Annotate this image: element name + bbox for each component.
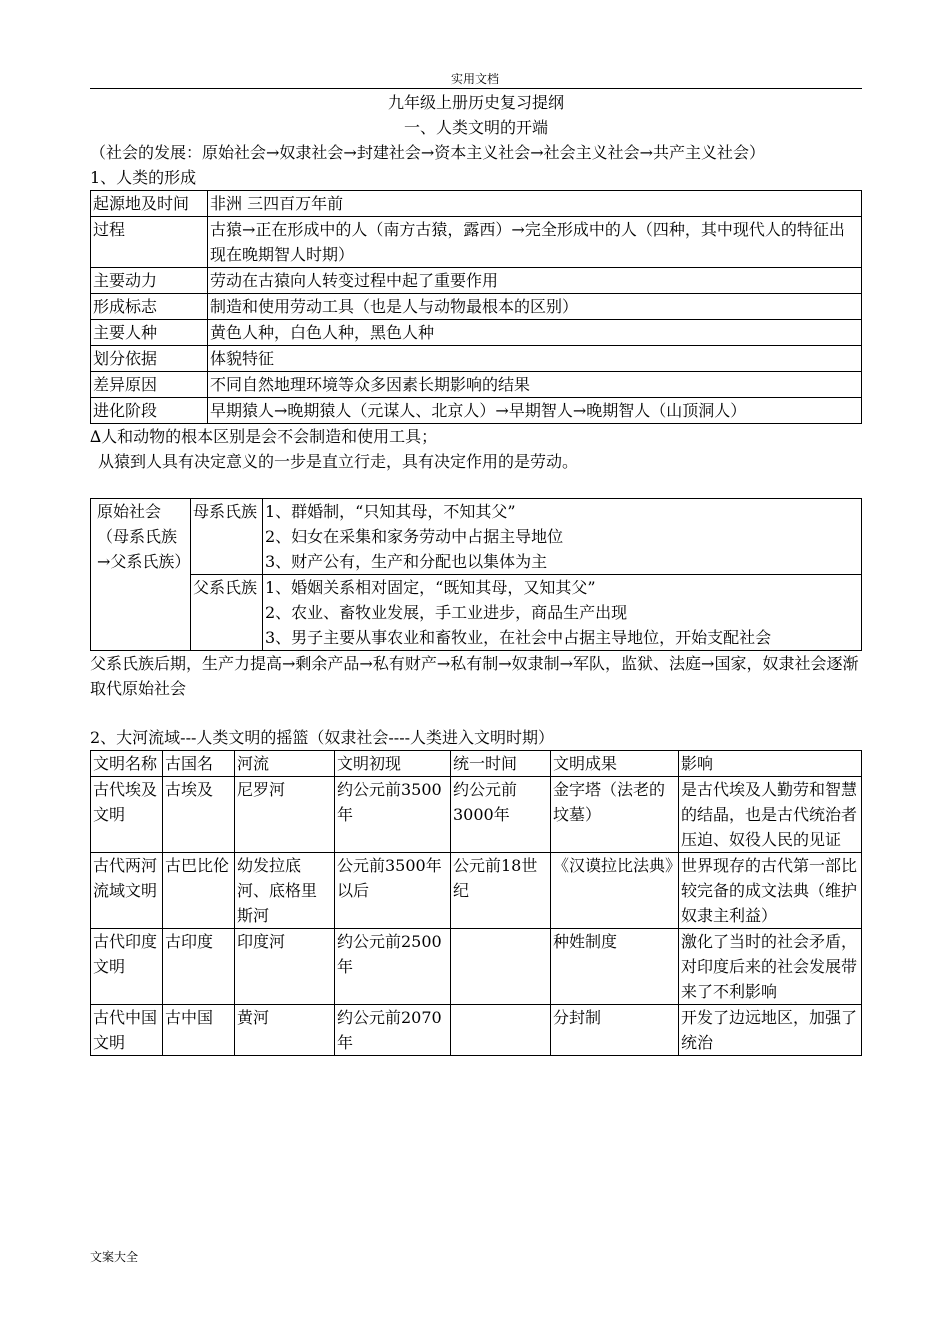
chapter-heading: 一、人类文明的开端 [403, 118, 548, 137]
table-cell: 古巴比伦 [163, 853, 235, 929]
table-row [91, 777, 862, 853]
table-row [91, 217, 862, 268]
primitive-society-cell: 原始社会（母系氏族→父系氏族） [91, 499, 191, 651]
clan-items-cell [263, 499, 862, 575]
table-cell: 黄河 [235, 1005, 335, 1056]
row-label: 主要人种 [91, 320, 208, 346]
intro-paragraph: （社会的发展：原始社会→奴隶社会→封建社会→资本主义社会→社会主义社会→共产主义社会） [90, 143, 766, 162]
table-row [91, 372, 862, 398]
row-value: 黄色人种，白色人种，黑色人种 [208, 320, 862, 346]
table-cell: 幼发拉底河、底格里斯河 [235, 853, 335, 929]
clan-items-cell [263, 575, 862, 651]
column-header: 古国名 [163, 751, 235, 777]
row-label: 起源地及时间 [91, 191, 208, 217]
clan-item: 3、财产公有，生产和分配也以集体为主 [265, 552, 548, 571]
table-row [91, 191, 862, 217]
table-cell: 分封制 [551, 1005, 679, 1056]
row-value: 早期猿人→晚期猿人（元谋人、北京人）→早期智人→晚期智人（山顶洞人） [208, 398, 862, 424]
table-cell: 古中国 [163, 1005, 235, 1056]
column-header: 统一时间 [451, 751, 551, 777]
header-rule [90, 88, 862, 89]
page-header: 实用文档 [450, 72, 499, 86]
row-label: 主要动力 [91, 268, 208, 294]
river-civilization-table [90, 750, 862, 1056]
table-cell: 种姓制度 [551, 929, 679, 1005]
human-formation-table [90, 190, 862, 424]
note-line-1: ∆人和动物的根本区别是会不会制造和使用工具； [90, 427, 438, 446]
clan-label-cell: 母系氏族 [191, 499, 263, 575]
table-cell: 约公元前2070年 [335, 1005, 451, 1056]
document-title: 九年级上册历史复习提纲 [387, 93, 564, 112]
table-cell: 《汉谟拉比法典》 [551, 853, 679, 929]
clan-item: 1、群婚制，“只知其母，不知其父” [265, 502, 516, 521]
primitive-society-table [90, 498, 862, 651]
clan-item: 2、农业、畜牧业发展，手工业进步，商品生产出现 [265, 603, 628, 622]
clan-label-cell: 父系氏族 [191, 575, 263, 651]
table-row [91, 853, 862, 929]
table-row [91, 268, 862, 294]
table-cell: 公元前3500年以后 [335, 853, 451, 929]
table-cell: 尼罗河 [235, 777, 335, 853]
row-value: 体貌特征 [208, 346, 862, 372]
table-cell: 公元前18世纪 [451, 853, 551, 929]
table-cell: 古代埃及文明 [91, 777, 163, 853]
table-cell: 古印度 [163, 929, 235, 1005]
column-header: 文明成果 [551, 751, 679, 777]
column-header: 影响 [679, 751, 862, 777]
table-row [91, 346, 862, 372]
row-label: 进化阶段 [91, 398, 208, 424]
table-cell: 是古代埃及人勤劳和智慧的结晶，也是古代统治者压迫、奴役人民的见证 [679, 777, 862, 853]
table-cell [451, 929, 551, 1005]
row-value: 不同自然地理环境等众多因素长期影响的结果 [208, 372, 862, 398]
row-label: 划分依据 [91, 346, 208, 372]
table-cell [451, 1005, 551, 1056]
clan-item: 2、妇女在采集和家务劳动中占据主导地位 [265, 527, 564, 546]
note-line-2: 从猿到人具有决定意义的一步是直立行走，具有决定作用的是劳动。 [98, 452, 579, 471]
table-cell: 约公元前2500年 [335, 929, 451, 1005]
page-footer: 文案大全 [90, 1250, 139, 1264]
clan-item: 1、婚姻关系相对固定，“既知其母，又知其父” [265, 578, 596, 597]
row-label: 过程 [91, 217, 208, 268]
table-cell: 约公元前3500年 [335, 777, 451, 853]
table-cell: 约公元前3000年 [451, 777, 551, 853]
table-row [91, 398, 862, 424]
row-value: 制造和使用劳动工具（也是人与动物最根本的区别） [208, 294, 862, 320]
section-heading-1: 1、人类的形成 [90, 168, 197, 187]
table-cell: 古代印度文明 [91, 929, 163, 1005]
clan-item: 3、男子主要从事农业和畜牧业，在社会中占据主导地位，开始支配社会 [265, 628, 772, 647]
table-cell: 开发了边远地区，加强了统治 [679, 1005, 862, 1056]
row-value: 劳动在古猿向人转变过程中起了重要作用 [208, 268, 862, 294]
table-cell: 古代中国文明 [91, 1005, 163, 1056]
table-row [91, 929, 862, 1005]
table-cell: 世界现存的古代第一部比较完备的成文法典（维护奴隶主利益） [679, 853, 862, 929]
row-label: 差异原因 [91, 372, 208, 398]
table-cell: 古埃及 [163, 777, 235, 853]
row-value: 非洲 三四百万年前 [208, 191, 862, 217]
table-row [91, 320, 862, 346]
document-body [90, 90, 862, 1056]
row-label: 形成标志 [91, 294, 208, 320]
column-header: 文明初现 [335, 751, 451, 777]
column-header: 河流 [235, 751, 335, 777]
table-cell: 金字塔（法老的坟墓） [551, 777, 679, 853]
table-header-row [91, 751, 862, 777]
note-line-3: 父系氏族后期，生产力提高→剩余产品→私有财产→私有制→奴隶制→军队，监狱、法庭→国家，奴隶社会逐渐取代原始社会 [90, 654, 859, 698]
row-value: 古猿→正在形成中的人（南方古猿，露西）→完全形成中的人（四种，其中现代人的特征出现在晚期智人时期） [208, 217, 862, 268]
table-row [91, 294, 862, 320]
table-cell: 古代两河流域文明 [91, 853, 163, 929]
section-heading-2: 2、大河流域---人类文明的摇篮（奴隶社会----人类进入文明时期） [90, 728, 555, 747]
column-header: 文明名称 [91, 751, 163, 777]
table-cell: 激化了当时的社会矛盾，对印度后来的社会发展带来了不利影响 [679, 929, 862, 1005]
table-row [91, 1005, 862, 1056]
table-cell: 印度河 [235, 929, 335, 1005]
